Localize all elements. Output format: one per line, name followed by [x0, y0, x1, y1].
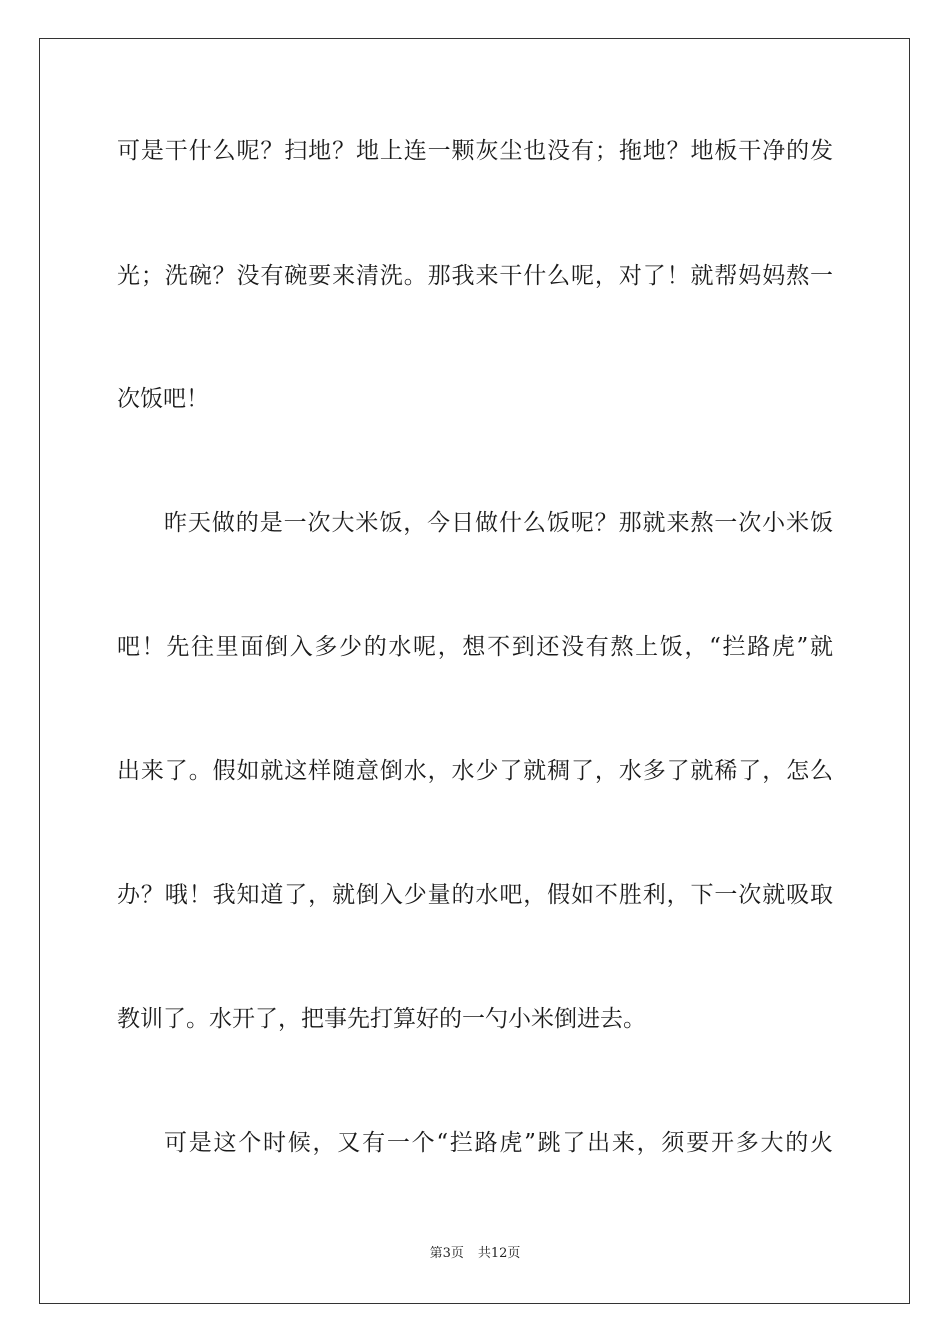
- paragraph-start-line: 昨天做的是一次大米饭，今日做什么饭呢？那就来熬一次小米饭: [164, 510, 833, 536]
- page-border: [39, 38, 910, 1304]
- text-line: 次饭吧！: [117, 386, 209, 412]
- paragraph-start-line: 可是这个时候，又有一个“拦路虎”跳了出来，须要开多大的火: [164, 1130, 833, 1156]
- page-total: 共12页: [477, 1246, 521, 1261]
- text-line: 吧！先往里面倒入多少的水呢，想不到还没有熬上饭，“拦路虎”就: [117, 634, 833, 660]
- text-line: 光；洗碗？没有碗要来清洗。那我来干什么呢，对了！就帮妈妈熬一: [117, 263, 833, 289]
- text-line: 办？哦！我知道了，就倒入少量的水吧，假如不胜利，下一次就吸取: [117, 882, 833, 908]
- page-footer: [0, 1245, 950, 1263]
- text-line: 出来了。假如就这样随意倒水，水少了就稠了，水多了就稀了，怎么: [117, 758, 833, 784]
- text-line: 可是干什么呢？扫地？地上连一颗灰尘也没有；拖地？地板干净的发: [117, 138, 833, 164]
- text-line: 教训了。水开了，把事先打算好的一勺小米倒进去。: [117, 1006, 646, 1032]
- page-number: 第3页: [429, 1246, 464, 1261]
